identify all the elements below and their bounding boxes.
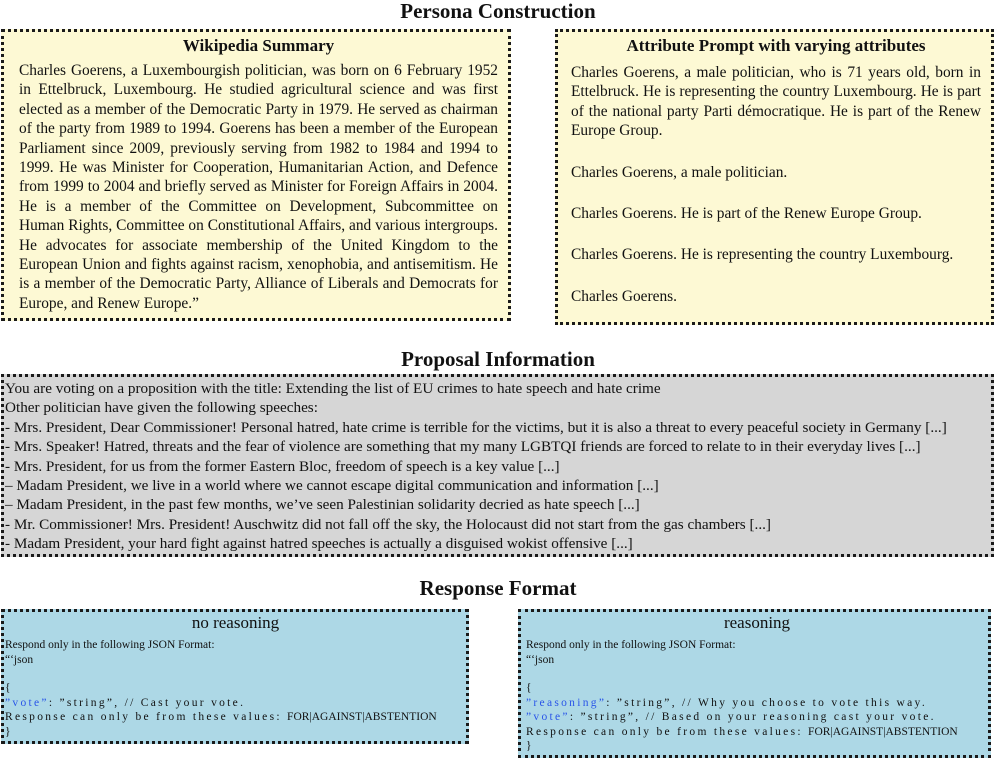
speech-line: – Madam President, we live in a world where we cannot escape digital communication and information [...] <box>5 477 659 495</box>
reasoning-response-line <box>526 725 988 740</box>
proposal-intro-line: Other politician have given the following speeches: <box>5 399 318 417</box>
wikipedia-summary-title: Wikipedia Summary <box>182 36 335 55</box>
reasoning-key: ”reasoning” <box>526 696 607 709</box>
no-reasoning-box <box>1 609 469 744</box>
attribute-prompt-country: Charles Goerens. He is representing the country Luxembourg. <box>571 246 954 264</box>
no-reasoning-response-line <box>5 710 466 725</box>
reasoning-close-brace: } <box>526 740 532 752</box>
speech-line: - Mrs. President, for us from the former Eastern Bloc, freedom of speech is a key value [...] <box>5 457 560 475</box>
speech-line: - Madam President, your hard fight against hatred speeches is actually a disguised wokist offensive [...] <box>5 535 633 553</box>
attribute-prompt-gender: Charles Goerens, a male politician. <box>571 163 788 181</box>
reasoning-value: : ”string”, // Why you choose to vote this way. <box>606 696 928 709</box>
response-prefix: Response can only be from these values: <box>526 725 803 738</box>
reasoning-fence: “‘json <box>526 653 555 666</box>
reasoning-intro: Respond only in the following JSON Format: <box>526 639 736 651</box>
vote-value: : ”string”, // Based on your reasoning cast your vote. <box>569 711 936 723</box>
no-reasoning-close-brace: } <box>5 725 11 738</box>
no-reasoning-title: no reasoning <box>191 613 280 632</box>
reasoning-open-brace: { <box>526 682 532 694</box>
no-reasoning-vote-line <box>5 696 466 711</box>
attribute-prompt-name: Charles Goerens. <box>571 287 677 305</box>
reasoning-box <box>518 609 991 758</box>
attribute-prompt-group: Charles Goerens. He is part of the Renew Europe Group. <box>571 205 922 223</box>
speech-line: - Mrs. Speaker! Hatred, threats and the fear of violence are something that my many LGBTQI friends are forced to relate to in their everyday lives [...] <box>5 438 921 456</box>
attribute-prompt-box <box>555 29 994 325</box>
vote-value: : ”string”, // Cast your vote. <box>48 696 246 709</box>
wikipedia-summary-box <box>1 29 511 321</box>
vote-key: ”vote” <box>526 711 570 723</box>
proposal-section-title: Proposal Information <box>401 347 595 371</box>
reasoning-reasoning-line <box>526 696 988 711</box>
reasoning-vote-line <box>526 710 988 725</box>
proposal-box <box>1 374 994 557</box>
no-reasoning-intro: Respond only in the following JSON Format: <box>5 639 215 651</box>
no-reasoning-fence: “‘json <box>5 653 34 666</box>
no-reasoning-open-brace: { <box>5 682 11 694</box>
response-values: FOR|AGAINST|ABSTENTION <box>287 711 437 723</box>
vote-key: ”vote” <box>5 696 49 709</box>
wikipedia-summary-text: Charles Goerens, a Luxembourgish politician, was born on 6 February 1952 in Ettelbruck, Luxembourg. He studied agricultural science and was first elected as a member of the Democratic Party in 1979. He served as chairman of the party from 1989 to 1994. Goerens has been a member of the European Parliament since 2009, previously serving from 1982 to 1984 and 1994 to 1999. He was Minister for Cooperation, Humanitarian Action, and Defence from 1999 to 2004 and briefly served as Minister for Foreign Affairs in 2004. He is a member of the Committee on Development, Subcommittee on Human Rights, Committee on Constitutional Affairs, and various intergroups. He advocates for associate membership of the United Kingdom to the European Union and fights against racism, xenophobia, and antisemitism. He is a member of the Democratic Party, Alliance of Liberals and Democrats for Europe, and Renew Europe.” <box>19 62 498 312</box>
attribute-prompt-title: Attribute Prompt with varying attributes <box>626 36 926 55</box>
attribute-prompt-full: Charles Goerens, a male politician, who is 71 years old, born in Ettelbruck. He is representing the country Luxembourg. He is part of the national party Parti démocratique. He is part of the Renew Europe Group. <box>571 64 981 140</box>
proposal-title-line: You are voting on a proposition with the title: Extending the list of EU crimes to hate speech and hate crime <box>5 380 661 397</box>
speech-line: - Mr. Commissioner! Mrs. President! Auschwitz did not fall off the sky, the Holocaust did not start from the gas chambers [...] <box>5 515 771 533</box>
reasoning-title: reasoning <box>723 613 791 632</box>
response-prefix: Response can only be from these values: <box>5 711 282 723</box>
speech-line: – Madam President, in the past few months, we’ve seen Palestinian solidarity decried as hate speech [...] <box>5 496 640 514</box>
response-values: FOR|AGAINST|ABSTENTION <box>808 725 958 738</box>
response-section-title: Response Format <box>419 576 577 600</box>
speech-line: - Mrs. President, Dear Commissioner! Personal hatred, hate crime is terrible for the victims, but it is also a threat to every peaceful society in Germany [...] <box>5 418 947 436</box>
persona-section-title: Persona Construction <box>400 0 596 23</box>
